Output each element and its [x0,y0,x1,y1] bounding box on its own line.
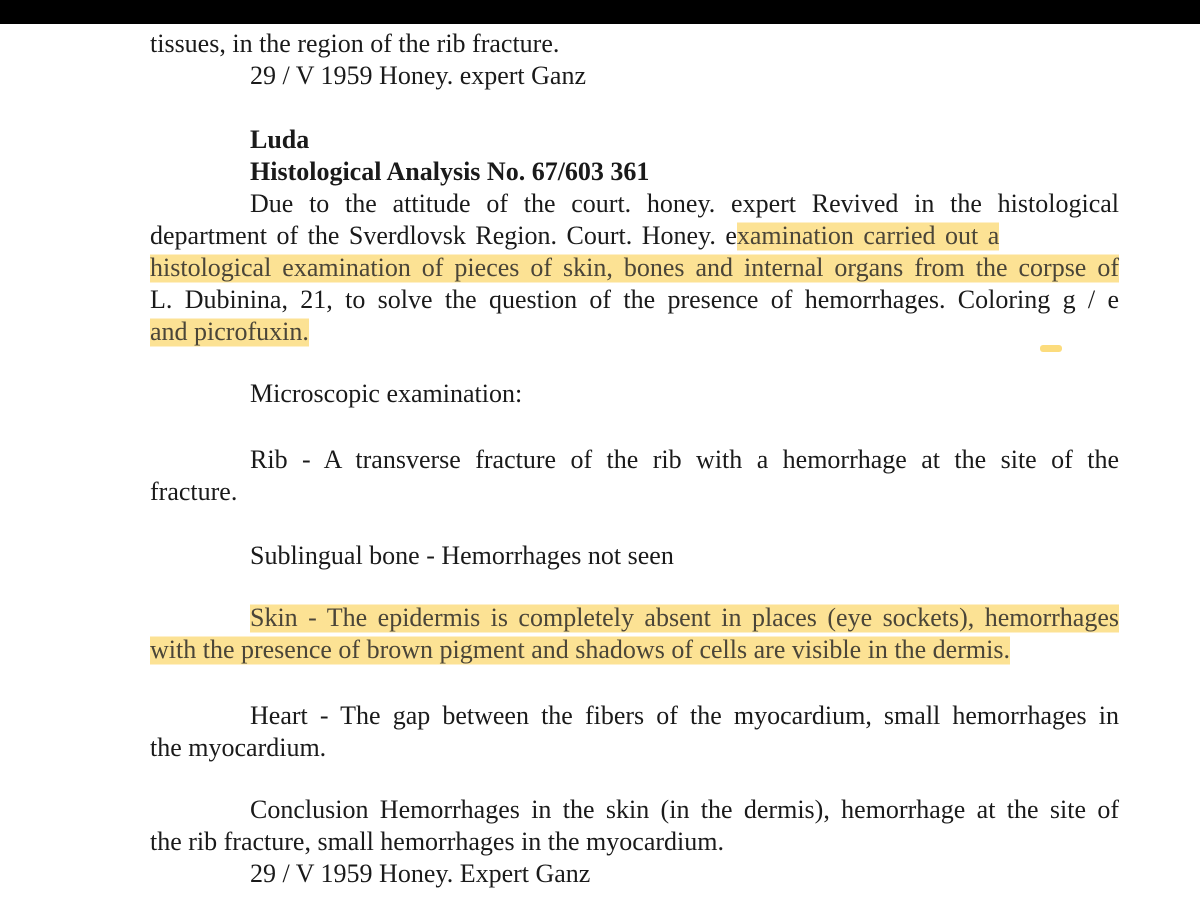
heart-finding-line-1: Heart - The gap between the fibers of the myocardium, small hemorrhages in [250,701,1119,730]
heart-finding-line-2: the myocardium. [150,733,327,762]
highlighted-text: and picrofuxin. [150,317,309,346]
conclusion-line-1: Conclusion Hemorrhages in the skin (in the dermis), hemorrhage at the site of [250,795,1119,824]
rib-finding-line-1: Rib - A transverse fracture of the rib with a hemorrhage at the site of the [250,445,1119,474]
conclusion-line-2: the rib fracture, small hemorrhages in the myocardium. [150,827,724,856]
highlighter-stray-mark [1040,345,1062,352]
sublingual-finding: Sublingual bone - Hemorrhages not seen [250,541,674,570]
heading-analysis-title: Histological Analysis No. 67/603 361 [250,157,650,186]
top-black-bar [0,0,1200,24]
signature-date-line: 29 / V 1959 Honey. Expert Ganz [250,859,591,888]
paragraph-line-4: L. Dubinina, 21, to solve the question of the presence of hemorrhages. Coloring g / e [150,285,1119,314]
skin-finding-line-1-highlighted: Skin - The epidermis is completely absent in places (eye sockets), hemorrhages [250,603,1119,632]
paragraph-line-1: Due to the attitude of the court. honey. expert Revived in the histological [250,189,1119,218]
highlighted-text: xamination carried out a [736,221,1000,250]
paragraph-line-2 [150,220,1119,252]
heading-name: Luda [250,125,310,154]
skin-finding-line-2-highlighted: with the presence of brown pigment and shadows of cells are visible in the dermis. [150,635,1010,664]
text-line-tissues: tissues, in the region of the rib fracture. [150,29,560,58]
section-microscopic-examination: Microscopic examination: [250,379,523,408]
highlighted-text: histological examination of pieces of skin, bones and internal organs from the corpse of [150,253,1119,282]
rib-finding-line-2: fracture. [150,477,238,506]
date-expert-line: 29 / V 1959 Honey. expert Ganz [250,61,587,90]
paragraph-line-2-plain: department of the Sverdlovsk Region. Court. Honey. e [150,221,737,250]
